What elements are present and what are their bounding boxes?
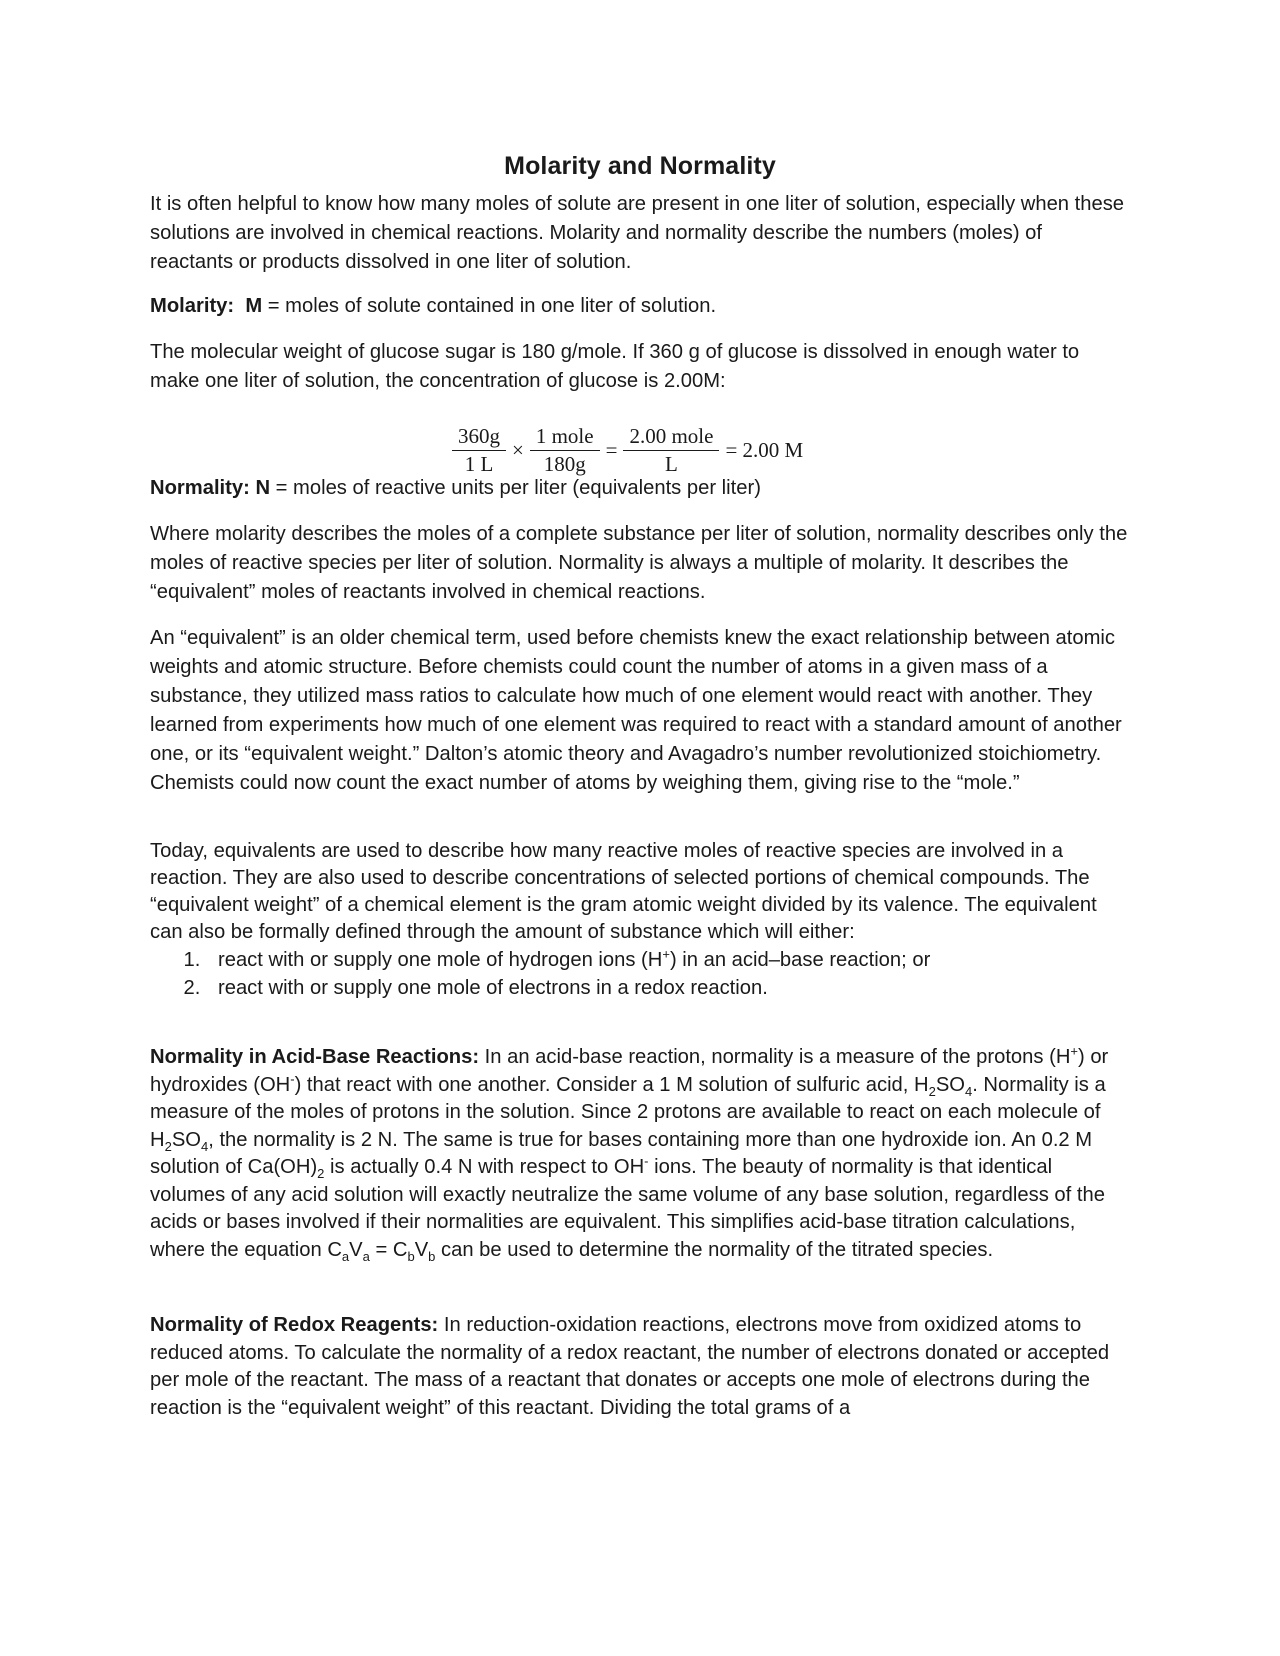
list-item: 1. react with or supply one mole of hydrogen ions (H+) in an acid–base reaction; or	[206, 946, 930, 974]
normality-symbol: N	[255, 477, 271, 499]
fraction-mole-per-gram: $\frac{\text{1 mole}}{180g}$	[530, 424, 600, 477]
intro-paragraph: It is often helpful to know how many moles of solute are present in one liter of solution, especially when these solutions are involved in chemical reactions. Molarity and normality describe the numbers (moles) of reactants or products dissolved in one liter of solution.	[150, 193, 1125, 273]
glucose-paragraph: The molecular weight of glucose sugar is 180 g/mole. If 360 g of glucose is dissolved in enough water to make one liter of solution, the concentration of glucose is 2.00M:	[150, 341, 1080, 392]
acid-base-paragraph: Normality in Acid-Base Reactions: In an acid-base reaction, normality is a measure of the protons (H+) or hydroxides (OH-) that react with one another. Consider a 1 M solution of sulfuric acid, $H_2SO_4$. Normality is a measure of the moles of protons in the solution. Since 2 protons are available to react on each molecule of $H_2SO_4$, the normality is 2 N. The same is true for bases containing more than one hydroxide ion. An 0.2 M solution of $Ca(OH)_2$ is actually 0.4 N with respect to OH- ions. The beauty of normality is that identical volumes of any acid solution will exactly neutralize the same volume of any base solution, regardless of the acids or bases involved if their normalities are equivalent. This simplifies acid-base titration calculations, where the equation $C_aV_a = C_bV_b$ can be used to determine the normality of the titrated species.	[150, 1043, 1109, 1264]
equals-operator: =	[605, 437, 618, 462]
normality-definition	[150, 474, 1130, 503]
list-item: 2. react with or supply one mole of electrons in a redox reaction.	[206, 974, 930, 1002]
molarity-formula	[448, 420, 805, 480]
today-paragraph: Today, equivalents are used to describe how many reactive moles of reactive species are involved in a reaction. They are also used to describe concentrations of selected portions of chemical compounds. The “equivalent weight” of a chemical element is the gram atomic weight divided by its valence. The equivalent can also be formally defined through the amount of substance which will either:	[150, 840, 1097, 943]
fraction-mass-per-liter: $\frac{360g}{1 L}$	[452, 424, 506, 477]
normality-definition-text: = moles of reactive units per liter (equivalents per liter)	[270, 477, 761, 499]
redox-paragraph: Normality of Redox Reagents: In reduction-oxidation reactions, electrons move from oxidized atoms to reduced atoms. To calculate the normality of a redox reactant, the number of electrons donated or accepted per mole of the reactant. The mass of a reactant that donates or accepts one mole of electrons during the reaction is the “equivalent weight” of this reactant. Dividing the total grams of a	[150, 1314, 1110, 1419]
acid-base-label: Normality in Acid-Base Reactions:	[150, 1046, 480, 1068]
fraction-mole-per-liter: $\frac{\text{2.00 mole}}{L}$	[623, 424, 719, 477]
equivalent-paragraph: An “equivalent” is an older chemical term, used before chemists knew the exact relationship between atomic weights and atomic structure. Before chemists could count the number of atoms in a given mass of a substance, they utilized mass ratios to calculate how much of one element would react with another. They learned from experiments how much of one element was required to react with a standard amount of another one, or its “equivalent weight.” Dalton’s atomic theory and Avagadro’s number revolutionized stoichiometry. Chemists could now count the exact number of atoms by weighing them, giving rise to the “mole.”	[150, 627, 1122, 794]
molarity-definition	[150, 292, 1130, 321]
redox-label: Normality of Redox Reagents:	[150, 1314, 439, 1336]
times-operator: ×	[512, 437, 524, 462]
page-title: Molarity and Normality	[504, 152, 776, 180]
molarity-label: Molarity:	[150, 295, 235, 317]
molarity-definition-text: = moles of solute contained in one liter of solution.	[262, 295, 717, 317]
formula-result: = 2.00 M	[725, 437, 804, 462]
molarity-symbol: M	[245, 295, 263, 317]
normality-label: Normality:	[150, 477, 250, 499]
equivalent-definition-list	[176, 946, 930, 1002]
where-paragraph: Where molarity describes the moles of a complete substance per liter of solution, normality describes only the moles of reactive species per liter of solution. Normality is always a multiple of molarity. It describes the “equivalent” moles of reactants involved in chemical reactions.	[150, 523, 1128, 603]
